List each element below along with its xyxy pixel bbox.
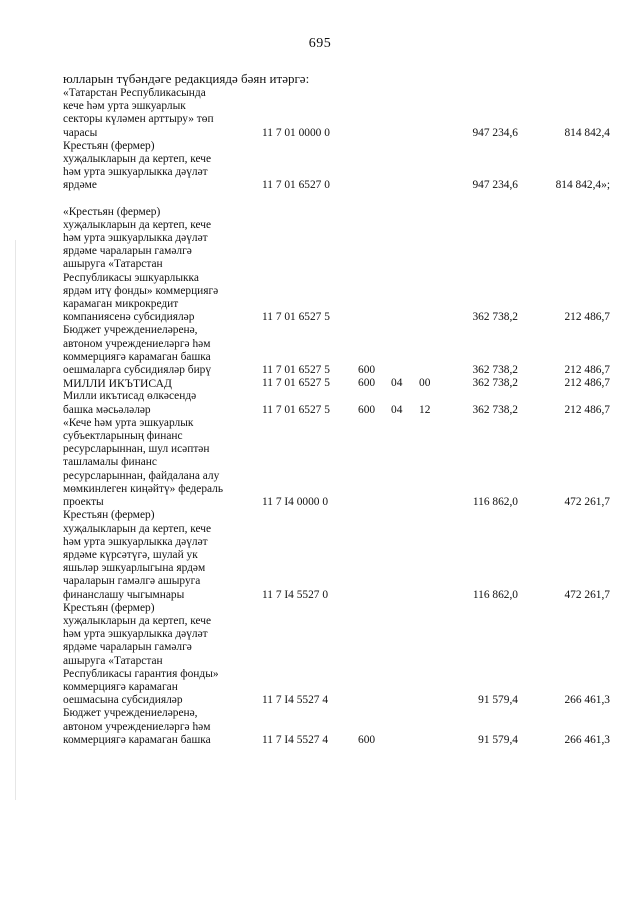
description-line: Милли икътисад өлкәсендә bbox=[63, 390, 197, 403]
description-line: оешмасына субсидияләр bbox=[63, 694, 183, 707]
description-line: ярдәме күрсәтүгә, шулай ук bbox=[63, 548, 198, 561]
description-line: МИЛЛИ ИКЪТИСАД bbox=[63, 377, 172, 391]
description-line: финанслашу чыгымнары bbox=[63, 588, 185, 601]
row-description bbox=[63, 602, 249, 708]
amount-year-2: 266 461,3 bbox=[564, 694, 610, 707]
row-cells bbox=[0, 179, 640, 192]
amount-year-2: 212 486,7 bbox=[564, 311, 610, 324]
row-cells bbox=[0, 496, 640, 509]
description-line: автоном учреждениеләргә һәм bbox=[63, 337, 211, 350]
amount-year-1: 91 579,4 bbox=[478, 694, 518, 707]
target-code: 11 7 01 6527 5 bbox=[262, 377, 330, 390]
table-row bbox=[0, 707, 640, 747]
table-row bbox=[0, 602, 640, 708]
amount-year-2: 472 261,7 bbox=[564, 496, 610, 509]
target-code: 11 7 I4 5527 4 bbox=[262, 694, 329, 707]
intro-text: юлларын түбәндәге редакциядә бәян итәргә: bbox=[63, 71, 310, 86]
description-line: хуҗалыкларын да кертеп, кече bbox=[63, 614, 212, 627]
description-line: чарасы bbox=[63, 126, 98, 139]
budget-table bbox=[0, 87, 640, 747]
description-line: «Татарстан Республикасында bbox=[63, 87, 206, 99]
target-code: 11 7 01 6527 5 bbox=[262, 364, 330, 377]
expense-type-code: 600 bbox=[358, 377, 376, 390]
target-code: 11 7 01 6527 0 bbox=[262, 179, 330, 192]
description-line: Республикасы гарантия фонды» bbox=[63, 667, 219, 680]
target-code: 11 7 I4 5527 4 bbox=[262, 733, 329, 746]
description-line: «Крестьян (фермер) bbox=[63, 205, 161, 218]
description-line: ресурсларыннан, файдалана алу bbox=[63, 469, 220, 482]
table-row bbox=[0, 140, 640, 193]
section-code: 04 bbox=[391, 403, 403, 416]
description-line: оешмаларга субсидияләр бирү bbox=[63, 364, 212, 377]
row-cells bbox=[0, 377, 640, 390]
expense-type-code: 600 bbox=[358, 733, 376, 746]
description-line: Крестьян (фермер) bbox=[63, 509, 155, 522]
description-line: Крестьян (фермер) bbox=[63, 139, 155, 152]
description-line: хуҗалыкларын да кертеп, кече bbox=[63, 218, 212, 231]
row-cells bbox=[0, 694, 640, 707]
expense-type-code: 600 bbox=[358, 403, 376, 416]
description-line: ташламалы финанс bbox=[63, 456, 157, 469]
amount-year-1: 362 738,2 bbox=[472, 377, 518, 390]
amount-year-2: 266 461,3 bbox=[564, 733, 610, 746]
amount-year-2: 814 842,4 bbox=[564, 126, 610, 139]
table-row bbox=[0, 390, 640, 416]
description-line: кече һәм урта эшкуарлык bbox=[63, 100, 186, 113]
description-line: ярдәме чараларын гамәлгә bbox=[63, 245, 192, 258]
page-number: 695 bbox=[308, 36, 332, 51]
row-cells bbox=[0, 404, 640, 417]
description-line: проекты bbox=[63, 496, 104, 509]
description-line: автоном учреждениеләргә һәм bbox=[63, 720, 211, 733]
description-line: хуҗалыкларын да кертеп, кече bbox=[63, 522, 212, 535]
amount-year-1: 362 738,2 bbox=[472, 311, 518, 324]
row-cells bbox=[0, 734, 640, 747]
target-code: 11 7 I4 5527 0 bbox=[262, 588, 329, 601]
table-row bbox=[0, 417, 640, 509]
table-row bbox=[0, 377, 640, 390]
description-line: һәм урта эшкуарлыкка дәүләт bbox=[63, 535, 208, 548]
amount-year-2: 212 486,7 bbox=[564, 377, 610, 390]
row-description bbox=[63, 206, 249, 325]
row-cells bbox=[0, 311, 640, 324]
amount-year-1: 362 738,2 bbox=[472, 364, 518, 377]
description-line: ресурсларыннан, шул исәптән bbox=[63, 443, 210, 456]
target-code: 11 7 01 6527 5 bbox=[262, 311, 330, 324]
description-line: һәм урта эшкуарлыкка дәүләт bbox=[63, 628, 208, 641]
description-line: компаниясенә субсидияләр bbox=[63, 311, 195, 324]
description-line: Бюджет учреждениеләренә, bbox=[63, 324, 198, 337]
amount-year-2: 212 486,7 bbox=[564, 403, 610, 416]
description-line: «Кече һәм урта эшкуарлык bbox=[63, 416, 194, 429]
description-line: ярдәме bbox=[63, 179, 97, 192]
description-line: субъектларының финанс bbox=[63, 430, 183, 443]
target-code: 11 7 I4 0000 0 bbox=[262, 496, 329, 509]
description-line: чараларын гамәлгә ашыруга bbox=[63, 575, 201, 588]
table-row bbox=[0, 324, 640, 377]
row-cells bbox=[0, 364, 640, 377]
amount-year-1: 947 234,6 bbox=[472, 126, 518, 139]
description-line: һәм урта эшкуарлыкка дәүләт bbox=[63, 166, 208, 179]
description-line: коммерциягә карамаган башка bbox=[63, 350, 211, 363]
description-line: яшьләр эшкуарлыгына ярдәм bbox=[63, 562, 206, 575]
description-line: мөмкинлеген киңәйтү» федераль bbox=[63, 482, 224, 495]
amount-year-1: 947 234,6 bbox=[472, 179, 518, 192]
row-cells bbox=[0, 127, 640, 140]
description-line: Республикасы эшкуарлыкка bbox=[63, 271, 199, 284]
description-line: ашыруга «Татарстан bbox=[63, 258, 163, 271]
amount-year-2: 212 486,7 bbox=[564, 364, 610, 377]
description-line: һәм урта эшкуарлыкка дәүләт bbox=[63, 232, 208, 245]
subsection-code: 12 bbox=[419, 403, 431, 416]
description-line: ашыруга «Татарстан bbox=[63, 654, 163, 667]
target-code: 11 7 01 6527 5 bbox=[262, 403, 330, 416]
description-line: секторы күләмен арттыру» төп bbox=[63, 113, 214, 126]
amount-year-1: 91 579,4 bbox=[478, 733, 518, 746]
subsection-code: 00 bbox=[419, 377, 431, 390]
description-line: ярдәме чараларын гамәлгә bbox=[63, 641, 192, 654]
amount-year-1: 362 738,2 bbox=[472, 403, 518, 416]
description-line: карамаган микрокредит bbox=[63, 298, 179, 311]
amount-year-2: 814 842,4»; bbox=[555, 179, 610, 192]
description-line: ярдәм итү фонды» коммерциягә bbox=[63, 284, 219, 297]
description-line: коммерциягә карамаган башка bbox=[63, 733, 211, 746]
table-row bbox=[0, 87, 640, 140]
description-line: коммерциягә карамаган bbox=[63, 680, 178, 693]
table-row bbox=[0, 206, 640, 325]
description-line: башка мәсьәләләр bbox=[63, 403, 151, 416]
description-line: Крестьян (фермер) bbox=[63, 601, 155, 614]
description-line: хуҗалыкларын да кертеп, кече bbox=[63, 153, 212, 166]
description-line: Бюджет учреждениеләренә, bbox=[63, 707, 198, 720]
table-row bbox=[0, 509, 640, 601]
row-cells bbox=[0, 589, 640, 602]
amount-year-1: 116 862,0 bbox=[472, 496, 518, 509]
amount-year-2: 472 261,7 bbox=[564, 588, 610, 601]
section-code: 04 bbox=[391, 377, 403, 390]
expense-type-code: 600 bbox=[358, 364, 376, 377]
amount-year-1: 116 862,0 bbox=[472, 588, 518, 601]
target-code: 11 7 01 0000 0 bbox=[262, 126, 330, 139]
